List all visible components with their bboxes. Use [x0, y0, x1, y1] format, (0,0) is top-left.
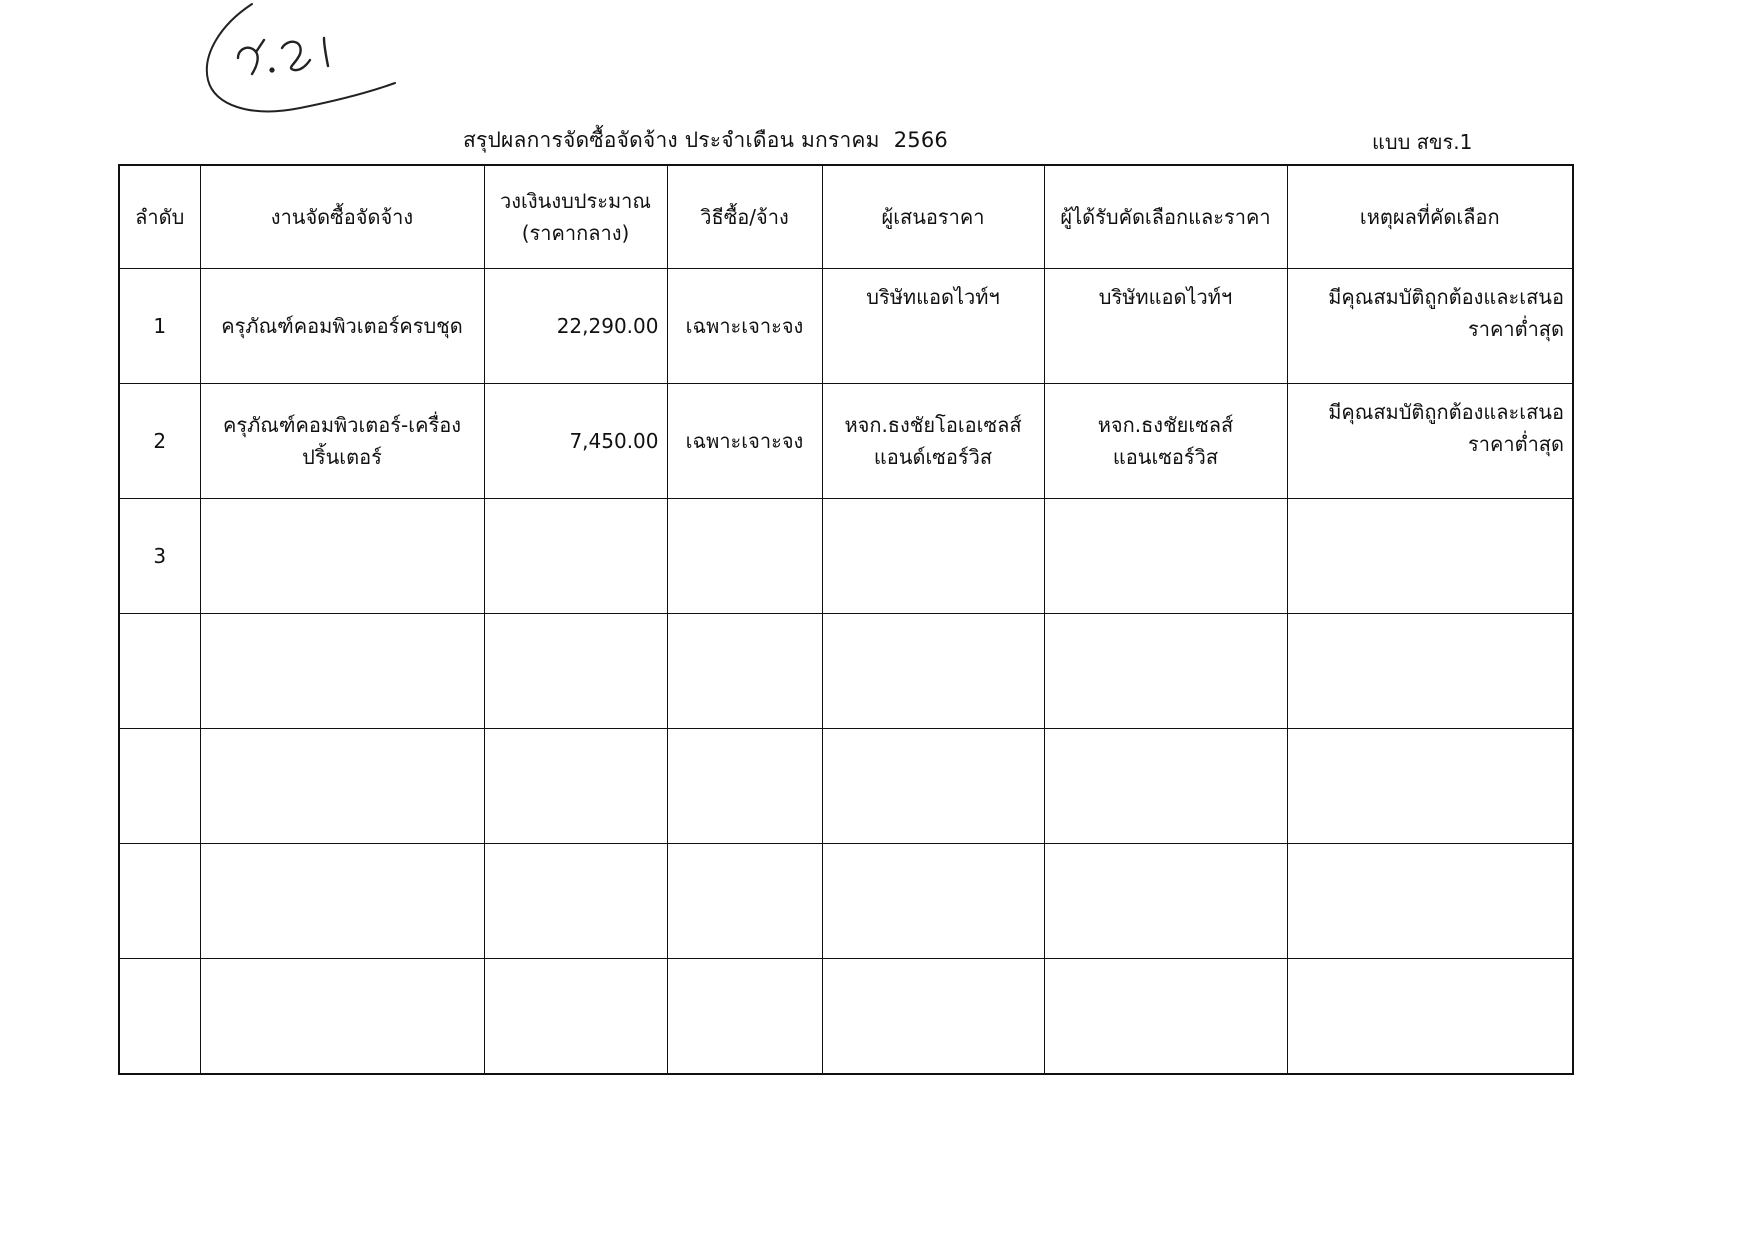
cell-work — [200, 614, 484, 729]
procurement-summary-table — [118, 164, 1574, 1075]
bidder-line2: แอนด์เซอร์วิส — [873, 445, 993, 469]
reason-line1: มีคุณสมบัติถูกต้องและเสนอ — [1328, 285, 1564, 309]
cell-reason — [1287, 844, 1573, 959]
work-line2: ปริ้นเตอร์ — [302, 445, 382, 469]
selected-line1: บริษัทแอดไวท์ฯ — [1098, 285, 1233, 309]
cell-work — [200, 729, 484, 844]
table-row — [119, 269, 1573, 384]
cell-method — [667, 844, 822, 959]
table-row — [119, 959, 1573, 1074]
budget-header-line1: วงเงินงบประมาณ — [500, 189, 651, 213]
reason-line2: ราคาต่ำสุด — [1468, 432, 1564, 456]
col-header-reason: เหตุผลที่คัดเลือก — [1287, 165, 1573, 269]
col-header-budget — [484, 165, 667, 269]
cell-order: 2 — [119, 384, 200, 499]
cell-selected — [1044, 844, 1287, 959]
cell-order: 3 — [119, 499, 200, 614]
cell-reason — [1287, 499, 1573, 614]
work-line1: ครุภัณฑ์คอมพิวเตอร์-เครื่อง — [223, 413, 461, 437]
table-row — [119, 384, 1573, 499]
cell-order — [119, 614, 200, 729]
cell-selected — [1044, 269, 1287, 384]
budget-header-line2: (ราคากลาง) — [521, 221, 630, 245]
col-header-order: ลำดับ — [119, 165, 200, 269]
table-row — [119, 499, 1573, 614]
bidder-line1: บริษัทแอดไวท์ฯ — [866, 285, 1000, 309]
col-header-selected: ผู้ได้รับคัดเลือกและราคา — [1044, 165, 1287, 269]
table-row — [119, 844, 1573, 959]
reason-line2: ราคาต่ำสุด — [1468, 317, 1564, 341]
cell-work — [200, 499, 484, 614]
cell-order — [119, 959, 200, 1074]
cell-order — [119, 844, 200, 959]
cell-selected — [1044, 729, 1287, 844]
table-row — [119, 614, 1573, 729]
cell-order — [119, 729, 200, 844]
cell-budget: 7,450.00 — [484, 384, 667, 499]
cell-bidders — [822, 844, 1044, 959]
cell-work — [200, 844, 484, 959]
cell-method — [667, 959, 822, 1074]
cell-budget — [484, 959, 667, 1074]
cell-selected — [1044, 959, 1287, 1074]
cell-reason — [1287, 384, 1573, 499]
document-title — [463, 124, 948, 157]
work-line1: ครุภัณฑ์คอมพิวเตอร์ครบชุด — [221, 314, 463, 338]
cell-reason — [1287, 729, 1573, 844]
cell-budget — [484, 499, 667, 614]
table-row — [119, 729, 1573, 844]
selected-line2: แอนเซอร์วิส — [1112, 445, 1219, 469]
form-code: แบบ สขร.1 — [1372, 130, 1473, 154]
cell-bidders — [822, 384, 1044, 499]
cell-method — [667, 499, 822, 614]
cell-bidders — [822, 614, 1044, 729]
col-header-method: วิธีซื้อ/จ้าง — [667, 165, 822, 269]
cell-method — [667, 614, 822, 729]
cell-budget — [484, 614, 667, 729]
title-text: สรุปผลการจัดซื้อจัดจ้าง ประจำเดือน มกราคม — [463, 128, 880, 152]
cell-selected — [1044, 499, 1287, 614]
bidder-line1: หจก.ธงชัยโอเอเซลส์ — [844, 413, 1022, 437]
col-header-work: งานจัดซื้อจัดจ้าง — [200, 165, 484, 269]
cell-method — [667, 729, 822, 844]
cell-bidders — [822, 959, 1044, 1074]
cell-order: 1 — [119, 269, 200, 384]
cell-reason — [1287, 269, 1573, 384]
cell-work — [200, 269, 484, 384]
cell-bidders — [822, 729, 1044, 844]
cell-method: เฉพาะเจาะจง — [667, 269, 822, 384]
selected-line1: หจก.ธงชัยเซลส์ — [1097, 413, 1234, 437]
handwritten-note-mark — [190, 0, 410, 125]
cell-bidders — [822, 269, 1044, 384]
cell-budget — [484, 729, 667, 844]
cell-method: เฉพาะเจาะจง — [667, 384, 822, 499]
cell-reason — [1287, 959, 1573, 1074]
cell-selected — [1044, 384, 1287, 499]
cell-bidders — [822, 499, 1044, 614]
col-header-bidders: ผู้เสนอราคา — [822, 165, 1044, 269]
cell-budget: 22,290.00 — [484, 269, 667, 384]
table-header-row — [119, 165, 1573, 269]
cell-budget — [484, 844, 667, 959]
cell-selected — [1044, 614, 1287, 729]
cell-work — [200, 384, 484, 499]
title-year: 2566 — [893, 128, 948, 152]
cell-reason — [1287, 614, 1573, 729]
cell-work — [200, 959, 484, 1074]
reason-line1: มีคุณสมบัติถูกต้องและเสนอ — [1328, 400, 1564, 424]
